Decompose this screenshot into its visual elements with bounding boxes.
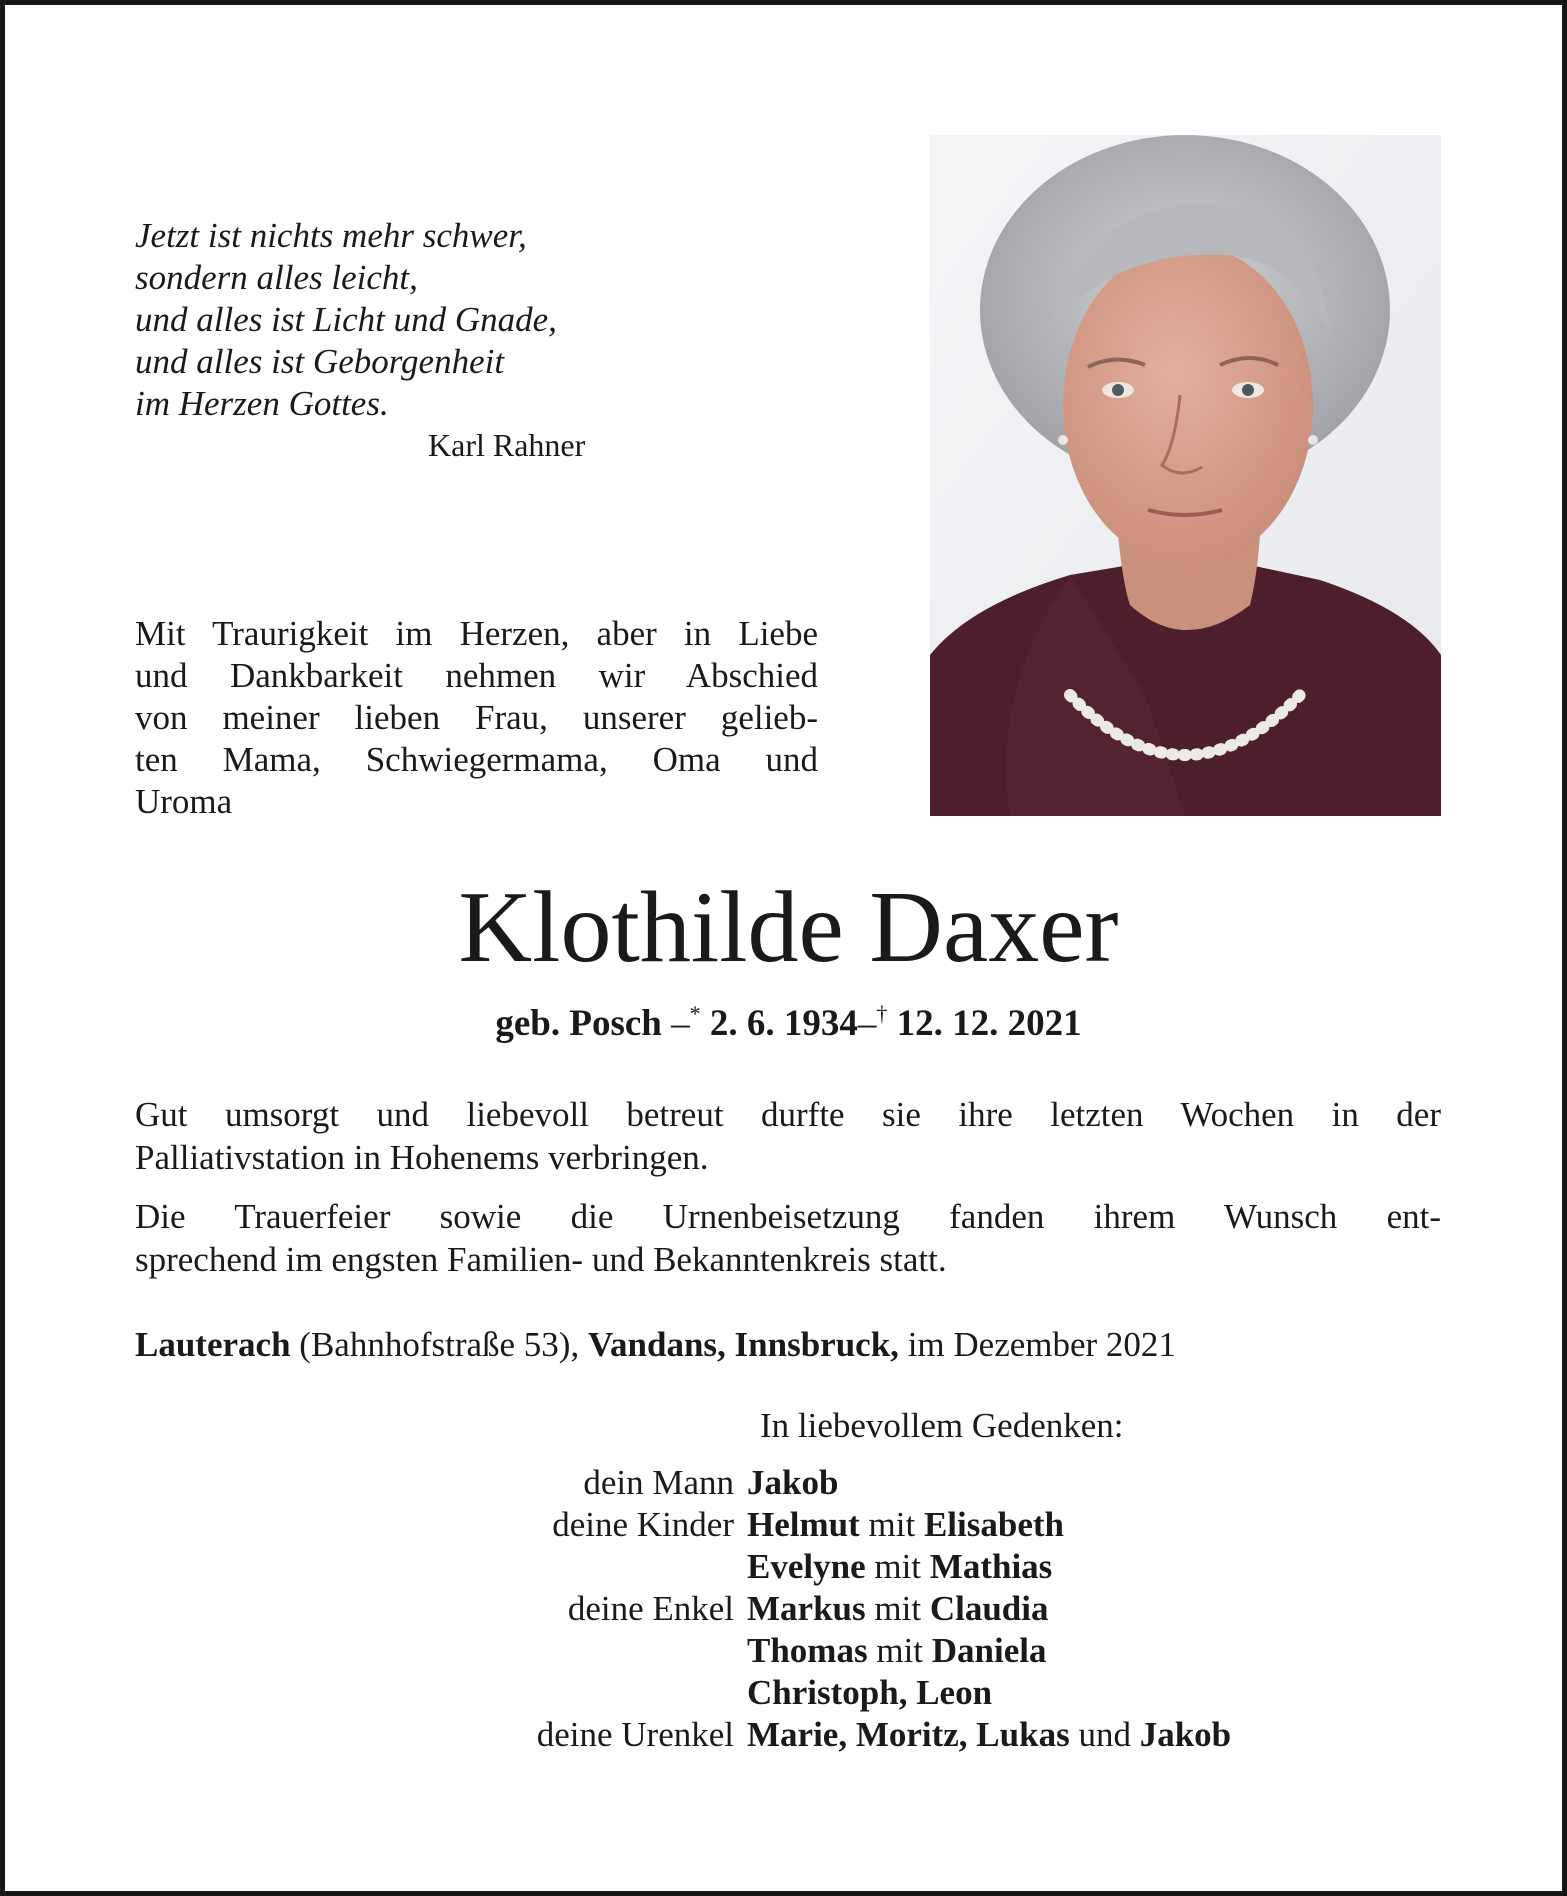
intro-line: ten Mama, Schwiegermama, Oma und [135, 740, 818, 779]
family-label: dein Mann [583, 1463, 734, 1502]
funeral-paragraph [135, 1195, 1441, 1281]
family-member: Elisabeth [923, 1505, 1064, 1544]
family-member: Markus [747, 1589, 866, 1628]
separator: – [857, 1003, 877, 1044]
intro-line: Uroma [135, 782, 233, 821]
family-row-grandchildren-3 [5, 1672, 1505, 1714]
poem-line: und alles ist Geborgenheit [135, 342, 505, 381]
family-member: Evelyne [747, 1547, 866, 1586]
death-cross-icon: † [876, 1001, 888, 1026]
place-others: Vandans, Innsbruck, [587, 1325, 899, 1364]
family-row-children [5, 1504, 1505, 1546]
family-label: deine Kinder [552, 1505, 734, 1544]
connector: mit [876, 1631, 924, 1670]
family-row-grandchildren-2 [5, 1630, 1505, 1672]
family-row-grandchildren [5, 1588, 1505, 1630]
connector: und [1078, 1715, 1131, 1754]
memorial-heading: In liebevollem Gedenken: [760, 1406, 1124, 1445]
family-names [747, 1588, 1048, 1630]
paragraph-line: Die Trauerfeier sowie die Urnenbeisetzung fanden ihrem Wunsch ent- [135, 1197, 1441, 1236]
paragraph-line: sprechend im engsten Familien- und Bekanntenkreis statt. [135, 1240, 947, 1279]
intro-line: und Dankbarkeit nehmen wir Abschied [135, 656, 818, 695]
family-label: deine Enkel [567, 1589, 734, 1628]
family-names [747, 1546, 1052, 1588]
place-date: im Dezember 2021 [907, 1325, 1176, 1364]
family-names [747, 1714, 1231, 1756]
poem-line: im Herzen Gottes. [135, 384, 389, 423]
family-member: Christoph, Leon [747, 1673, 993, 1712]
connector: mit [868, 1505, 916, 1544]
maiden-name: geb. Posch [495, 1003, 662, 1044]
family-names [747, 1672, 992, 1714]
family-list [5, 1462, 1505, 1756]
poem-line: Jetzt ist nichts mehr schwer, [135, 216, 527, 255]
portrait-image [930, 135, 1441, 816]
deceased-name: Klothilde Daxer [458, 871, 1119, 984]
intro-text [135, 613, 818, 823]
family-member: Mathias [929, 1547, 1053, 1586]
family-member: Thomas [747, 1631, 868, 1670]
place-town: Lauterach [135, 1325, 291, 1364]
death-date: 12. 12. 2021 [896, 1003, 1082, 1044]
connector: mit [874, 1547, 922, 1586]
poem [135, 215, 635, 425]
family-member: Claudia [929, 1589, 1049, 1628]
family-member: Jakob [1139, 1715, 1232, 1754]
family-label: deine Urenkel [536, 1715, 734, 1754]
family-row-children-2 [5, 1546, 1505, 1588]
portrait-photo [930, 135, 1441, 816]
paragraph-line: Palliativstation in Hohenems verbringen. [135, 1138, 709, 1177]
separator: – [671, 1003, 690, 1044]
family-member: Helmut [747, 1505, 860, 1544]
care-paragraph [135, 1093, 1441, 1179]
family-names [747, 1504, 1064, 1546]
intro-line: Mit Traurigkeit im Herzen, aber in Liebe [135, 614, 818, 653]
birth-date: 2. 6. 1934 [709, 1003, 858, 1044]
family-names [747, 1462, 838, 1504]
family-member: Daniela [931, 1631, 1047, 1670]
paragraph-line: Gut umsorgt und liebevoll betreut durfte sie ihre letzten Wochen in der [135, 1095, 1441, 1134]
family-row-greatgrandchildren [5, 1714, 1505, 1756]
family-names [747, 1630, 1047, 1672]
life-dates [5, 1001, 1567, 1047]
place-and-date [135, 1323, 1441, 1366]
poem-line: und alles ist Licht und Gnade, [135, 300, 557, 339]
family-member: Jakob [747, 1463, 839, 1502]
poem-author: Karl Rahner [428, 427, 586, 463]
connector: mit [874, 1589, 922, 1628]
birth-star-icon: * [689, 1001, 701, 1026]
family-member: Marie, Moritz, Lukas [747, 1715, 1070, 1754]
place-address: (Bahnhofstraße 53), [299, 1325, 580, 1364]
intro-line: von meiner lieben Frau, unserer gelieb- [135, 698, 818, 737]
poem-line: sondern alles leicht, [135, 258, 418, 297]
family-row-husband [5, 1462, 1505, 1504]
